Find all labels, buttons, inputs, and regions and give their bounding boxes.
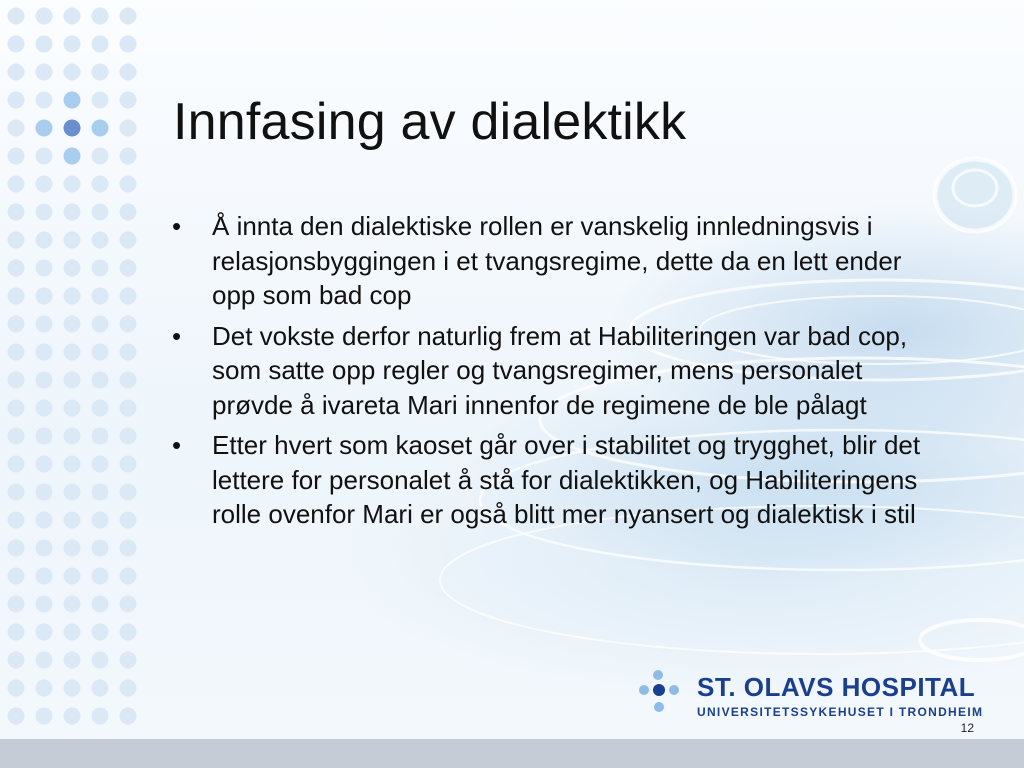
bullet-marker: • — [172, 211, 182, 241]
grid-dot — [36, 316, 53, 333]
grid-dot — [64, 316, 81, 333]
grid-dot — [8, 568, 25, 585]
grid-dot — [36, 708, 53, 725]
grid-dot — [36, 288, 53, 305]
bullet-marker: • — [172, 320, 182, 351]
grid-dot — [92, 400, 109, 417]
grid-dot — [64, 232, 81, 249]
grid-dot — [8, 8, 25, 25]
grid-dot — [64, 680, 81, 697]
grid-dot — [92, 596, 109, 613]
page-number: 12 — [960, 721, 974, 735]
grid-dot — [36, 624, 53, 641]
grid-dot — [64, 596, 81, 613]
grid-dot — [64, 344, 81, 361]
grid-dot — [92, 512, 109, 529]
grid-dot — [8, 36, 25, 53]
grid-dot — [36, 400, 53, 417]
grid-dot — [64, 64, 81, 81]
grid-dot — [92, 540, 109, 557]
bullet-marker: • — [172, 430, 182, 460]
grid-dot — [64, 176, 81, 193]
grid-dot — [36, 428, 53, 445]
grid-dot — [36, 120, 53, 137]
grid-dot — [8, 456, 25, 473]
grid-dot — [120, 344, 137, 361]
hospital-subtitle: UNIVERSITETSSYKEHUSET I TRONDHEIM — [697, 705, 984, 719]
grid-dot — [36, 568, 53, 585]
grid-dot — [92, 148, 109, 165]
grid-dot — [64, 484, 81, 501]
grid-dot — [64, 8, 81, 25]
grid-dot — [64, 260, 81, 277]
grid-dot — [8, 120, 25, 137]
grid-dot — [8, 484, 25, 501]
grid-dot — [92, 428, 109, 445]
grid-dot — [8, 316, 25, 333]
bullet-item — [170, 319, 940, 423]
grid-dot — [64, 400, 81, 417]
grid-dot — [64, 36, 81, 53]
grid-dot — [64, 372, 81, 389]
grid-dot — [8, 540, 25, 557]
grid-dot — [92, 456, 109, 473]
grid-dot — [8, 260, 25, 277]
grid-dot — [64, 204, 81, 221]
grid-dot — [64, 288, 81, 305]
grid-dot — [8, 596, 25, 613]
grid-dot — [120, 288, 137, 305]
grid-dot — [8, 176, 25, 193]
grid-dot — [92, 344, 109, 361]
grid-dot — [64, 92, 81, 109]
grid-dot — [92, 708, 109, 725]
grid-dot — [120, 8, 137, 25]
grid-dot — [8, 92, 25, 109]
slide-title: Innfasing av dialektikk — [173, 93, 687, 151]
grid-dot — [36, 92, 53, 109]
bullet-item — [170, 209, 940, 313]
grid-dot — [36, 148, 53, 165]
grid-dot — [120, 456, 137, 473]
grid-dot — [92, 680, 109, 697]
grid-dot — [8, 624, 25, 641]
grid-dot — [120, 36, 137, 53]
grid-dot — [92, 260, 109, 277]
bullet-text: Det vokste derfor naturlig frem at Habiliteringen var bad cop, som satte opp regler og tvangsregimer, mens personalet prøvde å ivareta Mari innenfor de regimene de ble pålagt — [212, 320, 908, 420]
grid-dot — [36, 36, 53, 53]
grid-dot — [8, 652, 25, 669]
grid-dot — [36, 204, 53, 221]
grid-dot — [92, 372, 109, 389]
grid-dot — [120, 204, 137, 221]
grid-dot — [120, 428, 137, 445]
grid-dot — [120, 316, 137, 333]
grid-dot — [36, 176, 53, 193]
grid-dot — [92, 288, 109, 305]
grid-dot — [8, 400, 25, 417]
grid-dot — [8, 372, 25, 389]
grid-dot — [36, 484, 53, 501]
grid-dot — [92, 484, 109, 501]
grid-dot — [120, 176, 137, 193]
grid-dot — [120, 568, 137, 585]
grid-dot — [36, 344, 53, 361]
grid-dot — [120, 400, 137, 417]
grid-dot — [120, 708, 137, 725]
grid-dot — [92, 92, 109, 109]
grid-dot — [8, 64, 25, 81]
grid-dot — [120, 260, 137, 277]
grid-dot — [92, 176, 109, 193]
grid-dot — [36, 64, 53, 81]
grid-dot — [120, 680, 137, 697]
grid-dot — [120, 64, 137, 81]
bullet-text: Etter hvert som kaoset går over i stabilitet og trygghet, blir det lettere for personalet å stå for dialektikken, og Habiliteringens rolle ovenfor Mari er også blitt mer nyansert og dialektisk i stil — [212, 430, 921, 529]
hospital-name: ST. OLAVS HOSPITAL — [697, 672, 976, 702]
bullet-list — [170, 209, 940, 538]
grid-dot — [64, 428, 81, 445]
grid-dot — [8, 204, 25, 221]
grid-dot — [64, 512, 81, 529]
grid-dot — [8, 708, 25, 725]
grid-dot — [8, 148, 25, 165]
grid-dot — [120, 372, 137, 389]
grid-dot — [36, 372, 53, 389]
grid-dot — [36, 232, 53, 249]
bullet-item — [170, 428, 940, 532]
grid-dot — [36, 680, 53, 697]
dot-cluster-icon — [638, 669, 690, 719]
grid-dot — [64, 148, 81, 165]
grid-dot — [92, 8, 109, 25]
grid-dot — [120, 484, 137, 501]
grid-dot — [64, 540, 81, 557]
grid-dot — [36, 456, 53, 473]
grid-dot — [92, 652, 109, 669]
grid-dot — [64, 708, 81, 725]
grid-dot — [64, 120, 81, 137]
grid-dot — [120, 652, 137, 669]
grid-dot — [120, 120, 137, 137]
grid-dot — [64, 568, 81, 585]
grid-dot — [120, 596, 137, 613]
grid-dot — [36, 540, 53, 557]
grid-dot — [92, 64, 109, 81]
grid-dot — [8, 288, 25, 305]
grid-dot — [92, 204, 109, 221]
grid-dot — [36, 652, 53, 669]
grid-dot — [36, 512, 53, 529]
grid-dot — [36, 8, 53, 25]
grid-dot — [120, 92, 137, 109]
grid-dot — [64, 652, 81, 669]
grid-dot — [92, 36, 109, 53]
grid-dot — [120, 232, 137, 249]
grid-dot — [64, 624, 81, 641]
grid-dot — [8, 232, 25, 249]
grid-dot — [92, 232, 109, 249]
grid-dot — [8, 512, 25, 529]
grid-dot — [8, 680, 25, 697]
decorative-dot-grid — [0, 0, 160, 740]
grid-dot — [36, 596, 53, 613]
grid-dot — [36, 260, 53, 277]
grid-dot — [92, 316, 109, 333]
grid-dot — [120, 540, 137, 557]
grid-dot — [120, 148, 137, 165]
grid-dot — [120, 624, 137, 641]
grid-dot — [92, 120, 109, 137]
grid-dot — [64, 456, 81, 473]
grid-dot — [8, 344, 25, 361]
footer-band — [0, 739, 1024, 768]
grid-dot — [8, 428, 25, 445]
grid-dot — [92, 568, 109, 585]
hospital-logo — [638, 669, 998, 719]
grid-dot — [92, 624, 109, 641]
bullet-text: Å innta den dialektiske rollen er vanskelig innledningsvis i relasjonsbyggingen i et tvangsregime, dette da en lett ender opp som bad cop — [212, 211, 902, 310]
grid-dot — [120, 512, 137, 529]
